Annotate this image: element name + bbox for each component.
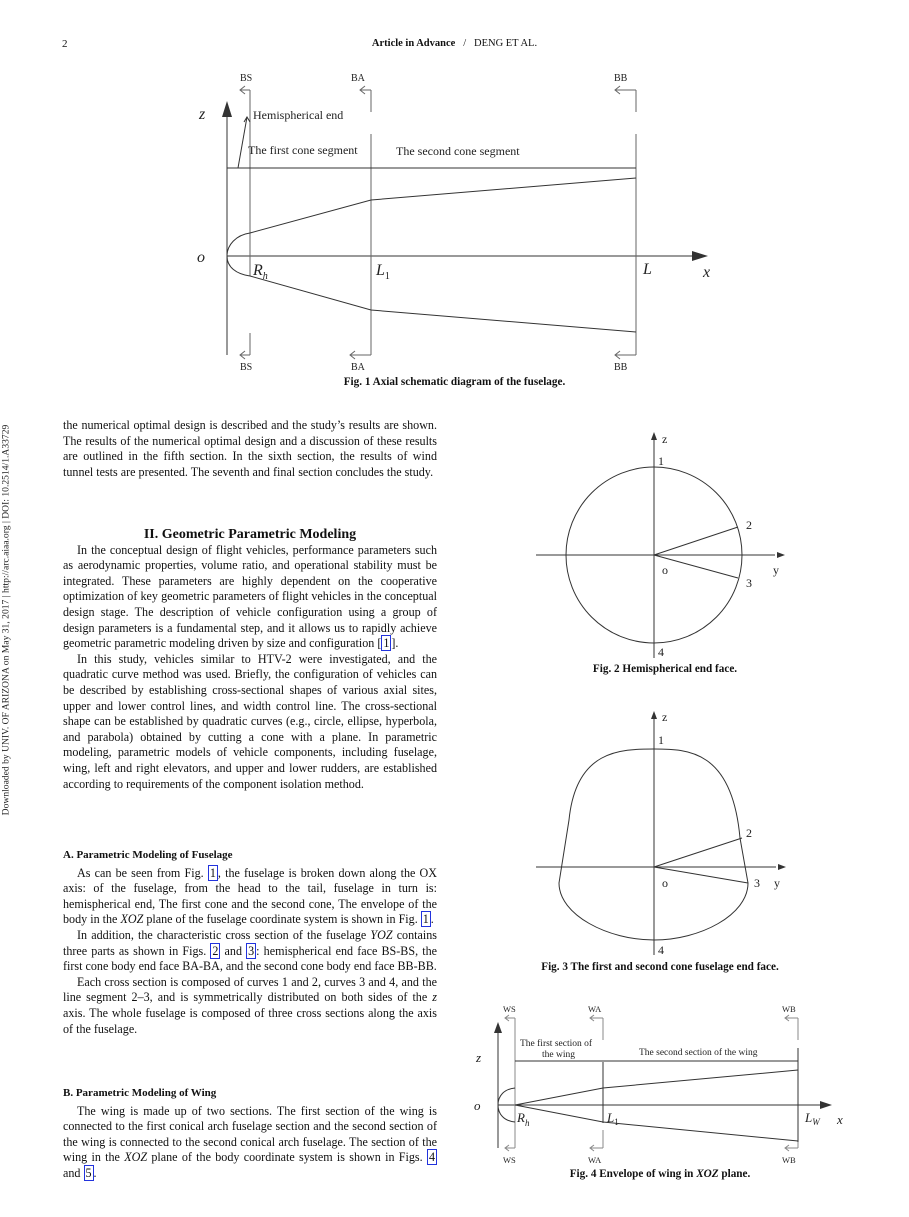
fig2-point-3: 3 <box>746 576 752 590</box>
fig4-caption: Fig. 4 Envelope of wing in XOZ plane. <box>569 1168 751 1180</box>
fig4-rh-label: $R_h$ <box>517 1110 530 1128</box>
fig2-radius-2 <box>654 527 738 555</box>
subsection-b-para-1: The wing is made up of two sections. The first section of the wing is connected to the first conical arch fuselage section and the second section of the wing is connected to the second conical arch fuselage. The section of the wing in the XOZ plane of the body coordinate system is shown in Figs. 4 and 5 . <box>63 1103 437 1180</box>
fig4-second-section-label: The second section of the wing <box>639 1048 758 1058</box>
fig1-bb-bottom: BB <box>614 362 628 373</box>
fig1-z-label: z <box>199 106 206 123</box>
fig3-point-3: 3 <box>754 876 760 890</box>
fig1-ba-top: BA <box>351 73 365 84</box>
page-number: 2 <box>62 38 68 50</box>
fig2-caption: Fig. 2 Hemispherical end face. <box>592 663 738 675</box>
section-2-para-2: In this study, vehicles similar to HTV-2 were investigated, and the quadratic curve method was used. Briefly, the configuration of vehicles can be described by establishing cross-sectional shapes of various axial sites, upper and lower control lines, and width control line. The cross-sectional shape can be established by quadratic curves (e.g., circle, ellipse, hyperbola, and parabola) obtained by cutting a cone with a plane. In parametric modeling, parametric models of vehicle components, including fuselage, wing, left and right elevators, and upper and lower rudders, are established according to requirements of the component isolation method. <box>63 651 437 791</box>
fig3-origin-label: o <box>662 876 668 890</box>
fig1-x-label: x <box>703 264 711 281</box>
header-authors: DENG ET AL. <box>473 38 538 49</box>
fig1-x-arrow-icon <box>692 251 708 261</box>
fig1-bb-top: BB <box>614 73 628 84</box>
fig2-z-arrow-icon <box>651 432 657 440</box>
fig3-y-arrow-icon <box>778 864 786 870</box>
subsection-a-para-1: As can be seen from Fig. 1 , the fuselage is broken down along the OX axis: of the fuselage, from the head to the tail, fuselage in turn is: hemispherical end, The first cone and the second cone, The envelope of the body in the XOZ plane of the fuselage coordinate system is shown in Fig. 1 . <box>63 865 437 927</box>
ref-fig1-link[interactable]: 1 <box>422 912 429 927</box>
ref-fig1-link[interactable]: 1 <box>209 865 216 880</box>
download-note-text: Downloaded by UNIV. OF ARIZONA on May 31, 2017 | http://arc.aiaa.org | DOI: 10.2514/1.A33729 <box>0 424 12 816</box>
fig3-z-arrow-icon <box>651 711 657 719</box>
fig3-diagram <box>510 700 810 958</box>
fig4-diagram <box>460 1000 860 1168</box>
fig4-first-section-line2: the wing <box>542 1050 575 1060</box>
section-2 <box>63 527 437 792</box>
ref-link-1[interactable]: 1 <box>383 636 390 651</box>
fig4-wa-bottom: WA <box>588 1155 602 1165</box>
subsection-a-para-3: Each cross section is composed of curves 1 and 2, curves 3 and 4, and the line segment 2–3, and is symmetrically distributed on both sides of the z axis. The whole fuselage is composed of three cross sections along the axis of the fuselage. <box>63 974 437 1036</box>
section-2-para-1: In the conceptual design of flight vehicles, performance parameters such as aerodynamic properties, volume ratio, and operational stability must be integrated. These parameters are highly dependent on the cooperative optimization of key geometric parameters of flight vehicles in the conceptual design stage. The description of vehicle configuration using a group of design parameters is a fundamental step, and it allows us to rapidly achieve geometric parametric modeling driven by size and configuration [ 1 ]. <box>63 542 437 651</box>
journal-name: Article in Advance <box>371 38 456 49</box>
fig1-ba-bottom: BA <box>351 362 365 373</box>
fig4-x-arrow-icon <box>820 1101 832 1109</box>
fig3-segment-2 <box>654 838 742 867</box>
fig2-point-1: 1 <box>658 454 664 468</box>
fig1-second-cone-label: The second cone segment <box>396 144 520 158</box>
fig4-wb-bottom: WB <box>782 1155 796 1165</box>
subsection-a-para-2: In addition, the characteristic cross section of the fuselage YOZ contains three parts as shown in Figs. 2 and 3 : hemispherical end face BS-BS, the first cone body end face BA-BA, and the second cone body end face BB-BB. <box>63 927 437 974</box>
fig1-bs-bottom: BS <box>240 362 253 373</box>
fig2-origin-label: o <box>662 563 668 577</box>
fig1-nose-curve <box>227 233 250 276</box>
fig3-caption: Fig. 3 The first and second cone fuselage end face. <box>541 961 779 973</box>
fig1-caption: Fig. 1 Axial schematic diagram of the fuselage. <box>343 376 566 388</box>
fig2-point-4: 4 <box>658 645 664 659</box>
ref-fig2-link[interactable]: 2 <box>212 943 219 958</box>
fig1-diagram <box>0 0 909 380</box>
fig1-upper-contour <box>250 178 636 233</box>
fig4-ws-bottom: WS <box>503 1155 516 1165</box>
fig4-origin-label: o <box>474 1098 481 1113</box>
fig4-ws-top: WS <box>503 1004 516 1014</box>
fig1-bs-top: BS <box>240 73 253 84</box>
ref-fig3-link[interactable]: 3 <box>248 943 255 958</box>
fig3-segment-3 <box>654 867 748 883</box>
fig2-z-label: z <box>662 432 668 446</box>
download-note <box>0 400 14 840</box>
ref-fig5-link[interactable]: 5 <box>85 1165 92 1180</box>
fig4-wa-top: WA <box>588 1004 602 1014</box>
fig3-z-label: z <box>662 710 668 724</box>
fig1-l-label: L <box>643 261 652 278</box>
fig3-point-1: 1 <box>658 733 664 747</box>
fig2-point-2: 2 <box>746 518 752 532</box>
fig2-diagram <box>520 420 810 660</box>
fig1-hemispherical-label: Hemispherical end <box>253 108 344 122</box>
fig4-z-arrow-icon <box>494 1022 502 1033</box>
fig4-upper-contour <box>515 1070 798 1105</box>
fig2-y-label: y <box>773 563 779 577</box>
fig4-lw-label: $L_W$ <box>805 1110 820 1127</box>
fig3-point-4: 4 <box>658 943 664 957</box>
ref-fig4-link[interactable]: 4 <box>428 1150 435 1165</box>
section-2-title: II. Geometric Parametric Modeling <box>143 527 357 542</box>
fig1-origin-label: o <box>197 249 205 266</box>
fig1-lower-contour <box>250 276 636 332</box>
fig3-point-2: 2 <box>746 826 752 840</box>
fig2-y-arrow-icon <box>777 552 785 558</box>
fig4-l1-label: $L_1$ <box>607 1110 619 1127</box>
intro-paragraph: the numerical optimal design is described and the study’s results are shown. The results of the numerical optimal design and a discussion of these results are outlined in the fifth section. In the sixth section, the results of wind tunnel tests are presented. The seventh and final section concludes the study. <box>63 418 437 479</box>
header-separator: / <box>463 38 467 49</box>
fig1-rh-label: $R_h$ <box>253 262 268 282</box>
fig4-lower-contour <box>515 1105 798 1141</box>
fig1-l1-label: $L_1$ <box>376 262 390 282</box>
fig4-first-section-line1: The first section of <box>520 1039 593 1049</box>
subsection-b-title: B. Parametric Modeling of Wing <box>63 1087 217 1099</box>
subsection-a-title: A. Parametric Modeling of Fuselage <box>63 849 233 861</box>
fig3-y-label: y <box>774 876 780 890</box>
subsection-b <box>63 1086 437 1182</box>
fig1-z-arrow-icon <box>222 101 232 117</box>
subsection-a <box>63 848 437 1037</box>
fig4-x-label: x <box>837 1112 843 1127</box>
fig4-wb-top: WB <box>782 1004 796 1014</box>
fig4-z-label: z <box>476 1050 482 1065</box>
fig1-first-cone-label: The first cone segment <box>248 143 358 157</box>
